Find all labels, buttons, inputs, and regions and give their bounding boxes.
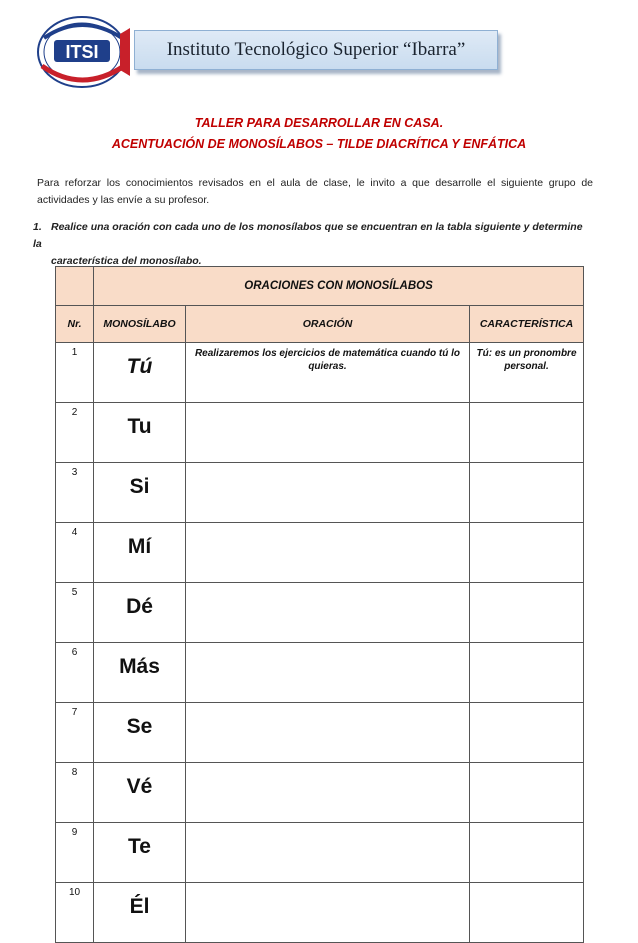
table-row bbox=[56, 703, 584, 763]
row-number: 3 bbox=[56, 463, 94, 523]
row-monosilabo: Dé bbox=[94, 583, 186, 643]
instruction-text-line-2: característica del monosílabo. bbox=[51, 255, 202, 267]
row-oracion[interactable] bbox=[186, 883, 470, 943]
row-monosilabo: Tú bbox=[94, 343, 186, 403]
row-oracion[interactable] bbox=[186, 463, 470, 523]
institute-name: Instituto Tecnológico Superior “Ibarra” bbox=[166, 39, 466, 60]
row-oracion[interactable] bbox=[186, 823, 470, 883]
row-caracteristica[interactable] bbox=[470, 403, 584, 463]
table-row bbox=[56, 343, 584, 403]
row-number: 9 bbox=[56, 823, 94, 883]
institute-banner bbox=[134, 30, 498, 70]
row-caracteristica[interactable] bbox=[470, 763, 584, 823]
header-nr: Nr. bbox=[56, 306, 94, 343]
intro-paragraph: Para reforzar los conocimientos revisados en el aula de clase, le invito a que desarrolle el siguiente grupo de actividades y las envíe a su profesor. bbox=[37, 177, 593, 206]
table-header-row bbox=[56, 306, 584, 343]
table-caption-row bbox=[56, 267, 584, 306]
row-number: 4 bbox=[56, 523, 94, 583]
row-number: 6 bbox=[56, 643, 94, 703]
table-row bbox=[56, 883, 584, 943]
instruction-number: 1. bbox=[33, 221, 42, 233]
table-row bbox=[56, 583, 584, 643]
table-caption-blank bbox=[56, 267, 94, 306]
row-number: 1 bbox=[56, 343, 94, 403]
row-caracteristica[interactable] bbox=[470, 703, 584, 763]
row-oracion[interactable] bbox=[186, 703, 470, 763]
row-caracteristica[interactable] bbox=[470, 643, 584, 703]
title-line-1: TALLER PARA DESARROLLAR EN CASA. bbox=[194, 116, 444, 130]
table-row bbox=[56, 463, 584, 523]
row-monosilabo: Mí bbox=[94, 523, 186, 583]
row-caracteristica[interactable] bbox=[470, 823, 584, 883]
table-row bbox=[56, 763, 584, 823]
itsi-logo-icon bbox=[34, 14, 132, 90]
document-title bbox=[0, 113, 638, 155]
instruction-1 bbox=[33, 219, 593, 270]
row-oracion[interactable] bbox=[186, 583, 470, 643]
row-caracteristica[interactable] bbox=[470, 583, 584, 643]
title-line-2: ACENTUACIÓN DE MONOSÍLABOS – TILDE DIACRÍTICA Y ENFÁTICA bbox=[111, 137, 527, 151]
row-number: 8 bbox=[56, 763, 94, 823]
row-caracteristica[interactable] bbox=[470, 883, 584, 943]
row-number: 2 bbox=[56, 403, 94, 463]
table-row bbox=[56, 823, 584, 883]
row-oracion[interactable] bbox=[186, 763, 470, 823]
table-row bbox=[56, 403, 584, 463]
row-oracion[interactable] bbox=[186, 403, 470, 463]
row-number: 5 bbox=[56, 583, 94, 643]
row-caracteristica[interactable] bbox=[470, 463, 584, 523]
row-monosilabo: Más bbox=[94, 643, 186, 703]
row-caracteristica[interactable] bbox=[470, 523, 584, 583]
row-monosilabo: Se bbox=[94, 703, 186, 763]
table-caption: ORACIONES CON MONOSÍLABOS bbox=[94, 267, 584, 306]
row-caracteristica[interactable]: Tú: es un pronombre personal. bbox=[470, 343, 584, 403]
table-row bbox=[56, 523, 584, 583]
monosyllable-table bbox=[55, 266, 584, 943]
header-caracteristica: CARACTERÍSTICA bbox=[470, 306, 584, 343]
row-monosilabo: Vé bbox=[94, 763, 186, 823]
row-number: 7 bbox=[56, 703, 94, 763]
header-monosilabo: MONOSÍLABO bbox=[94, 306, 186, 343]
svg-text:ITSI: ITSI bbox=[65, 42, 99, 62]
row-monosilabo: Él bbox=[94, 883, 186, 943]
row-number: 10 bbox=[56, 883, 94, 943]
row-oracion[interactable]: Realizaremos los ejercicios de matemática cuando tú lo quieras. bbox=[186, 343, 470, 403]
row-monosilabo: Si bbox=[94, 463, 186, 523]
header-oracion: ORACIÓN bbox=[186, 306, 470, 343]
row-monosilabo: Tu bbox=[94, 403, 186, 463]
instruction-text-line-1: Realice una oración con cada uno de los monosílabos que se encuentran en la tabla siguiente y determine la bbox=[33, 221, 583, 250]
row-monosilabo: Te bbox=[94, 823, 186, 883]
table-row bbox=[56, 643, 584, 703]
row-oracion[interactable] bbox=[186, 643, 470, 703]
row-oracion[interactable] bbox=[186, 523, 470, 583]
